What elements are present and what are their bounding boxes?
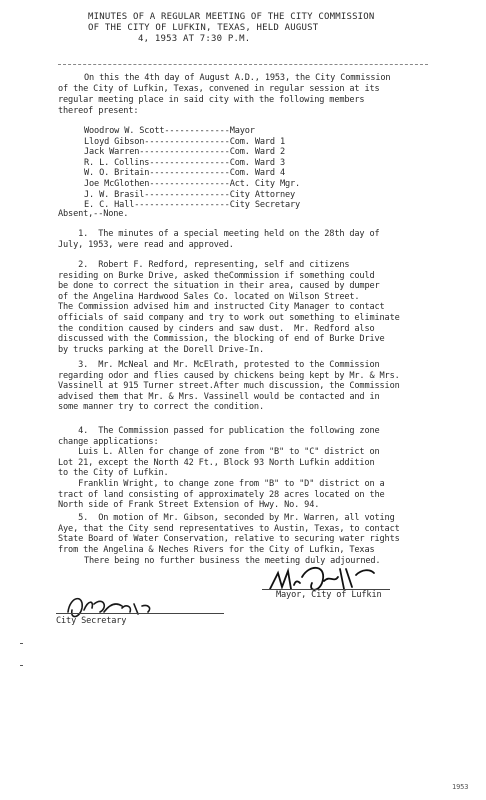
item-line: 3. Mr. McNeal and Mr. McElrath, protested to the Commission (58, 360, 380, 370)
closing-line: There being no further business the meeting duly adjourned. (84, 556, 381, 566)
roster-leader: ---------------- (149, 157, 230, 168)
roster-row (84, 179, 300, 190)
roster-leader: ---------------- (149, 179, 230, 189)
roster-name: W. O. Britain (84, 168, 150, 179)
item-line: The Commission advised him and instructed City Manager to contact (58, 302, 385, 313)
item-line: some manner try to correct the condition. (58, 402, 264, 413)
item-line: 2. Robert F. Redford, representing, self and citizens (58, 260, 350, 270)
roster-row (84, 147, 285, 158)
roster-title: Com. Ward 2 (229, 147, 285, 158)
item-line: Luis L. Allen for change of zone from "B" to "C" district on (58, 447, 380, 458)
roster-title: Mayor (229, 126, 255, 136)
roster-leader: ---------------- (149, 168, 230, 179)
roster-title: City Attorney (229, 189, 296, 200)
roster-name: Jack Warren (84, 147, 140, 158)
item-line: 1. The minutes of a special meeting held on the 28th day of (58, 229, 380, 239)
mayor-caption: Mayor, City of Lufkin (276, 590, 382, 600)
roster-leader: ----------------- (144, 189, 230, 200)
roster-row (84, 126, 255, 137)
margin-mark (20, 665, 23, 666)
roster-title: City Secretary (229, 200, 301, 211)
item-line: North side of Frank Street Extension of Hwy. No. 94. (58, 500, 320, 511)
roster-row (84, 168, 285, 179)
roster-title: Com. Ward 4 (229, 168, 285, 179)
item-line: discussed with the Commission, the blocking of end of Burke Drive (58, 334, 385, 345)
roster-title: Com. Ward 3 (229, 157, 285, 168)
absent-line: Absent,--None. (58, 209, 129, 219)
roster-name: Woodrow W. Scott (84, 126, 165, 136)
roster-title: Com. Ward 1 (229, 136, 285, 147)
item-line: 4. The Commission passed for publication the following zone (58, 426, 380, 436)
item-line: Lot 21, except the North 42 Ft., Block 93 North Lufkin addition (58, 457, 375, 468)
roster-name: Joe McGlothen (84, 179, 150, 189)
item-line: advised them that Mr. & Mrs. Vassinell would be contacted and in (58, 391, 380, 402)
secretary-caption: City Secretary (56, 616, 127, 626)
item-line: Franklin Wright, to change zone from "B" to "D" district on a (58, 479, 385, 489)
item-line: regarding odor and flies caused by chickens being kept by Mr. & Mrs. (58, 370, 400, 381)
roster-name: R. L. Collins (84, 157, 150, 168)
header-line-3: 4, 1953 AT 7:30 P.M. (138, 34, 251, 44)
roster-leader: ------------------ (139, 147, 230, 158)
item-line: from the Angelina & Neches Rivers for the City of Lufkin, Texas (58, 544, 375, 555)
opening-line: thereof present: (58, 106, 139, 116)
roster-leader: ------------- (164, 126, 230, 136)
roster-name: Lloyd Gibson (84, 136, 145, 147)
header-line-2: OF THE CITY OF LUFKIN, TEXAS, HELD AUGUST (88, 23, 319, 33)
item-line: officials of said company and try to work out something to eliminate (58, 313, 400, 323)
header-line-1: MINUTES OF A REGULAR MEETING OF THE CITY COMMISSION (88, 12, 375, 22)
header-divider (58, 64, 428, 65)
item-line: Aye, that the City send representatives to Austin, Texas, to contact (58, 523, 400, 534)
margin-mark (20, 643, 23, 644)
item-line: change applications: (58, 436, 159, 447)
roster-row (84, 137, 285, 148)
roster-leader: ----------------- (144, 136, 230, 147)
item-line: to the City of Lufkin. (58, 468, 169, 479)
secretary-signature-line (56, 613, 224, 614)
item-line: July, 1953, were read and approved. (58, 239, 234, 250)
item-line: of the Angelina Hardwood Sales Co. located on Wilson Street. (58, 291, 360, 302)
item-line: State Board of Water Conservation, relative to securing water rights (58, 534, 400, 545)
roster-row (84, 158, 285, 169)
item-line: Vassinell at 915 Turner street.After much discussion, the Commission (58, 381, 400, 392)
roster-leader: ------------------- (134, 200, 230, 211)
item-line: by trucks parking at the Dorell Drive-In. (58, 344, 264, 355)
item-line: be done to correct the situation in their area, caused by dumper (58, 281, 380, 292)
roster-name: J. W. Brasil (84, 189, 145, 200)
item-line: the condition caused by cinders and saw dust. Mr. Redford also (58, 323, 375, 334)
item-line: residing on Burke Drive, asked theCommission if something could (58, 270, 375, 281)
footer-stamp: 1953 (452, 783, 469, 791)
item-line: 5. On motion of Mr. Gibson, seconded by Mr. Warren, all voting (58, 513, 395, 523)
roster-row (84, 190, 295, 201)
opening-line: On this the 4th day of August A.D., 1953, the City Commission (84, 73, 391, 83)
roster-title: Act. City Mgr. (229, 179, 301, 189)
opening-line: of the City of Lufkin, Texas, convened in regular session at its (58, 84, 380, 94)
item-line: tract of land consisting of approximately 28 acres located on the (58, 489, 385, 500)
roster-name: E. C. Hall (84, 200, 135, 211)
opening-line: regular meeting place in said city with the following members (58, 95, 365, 105)
